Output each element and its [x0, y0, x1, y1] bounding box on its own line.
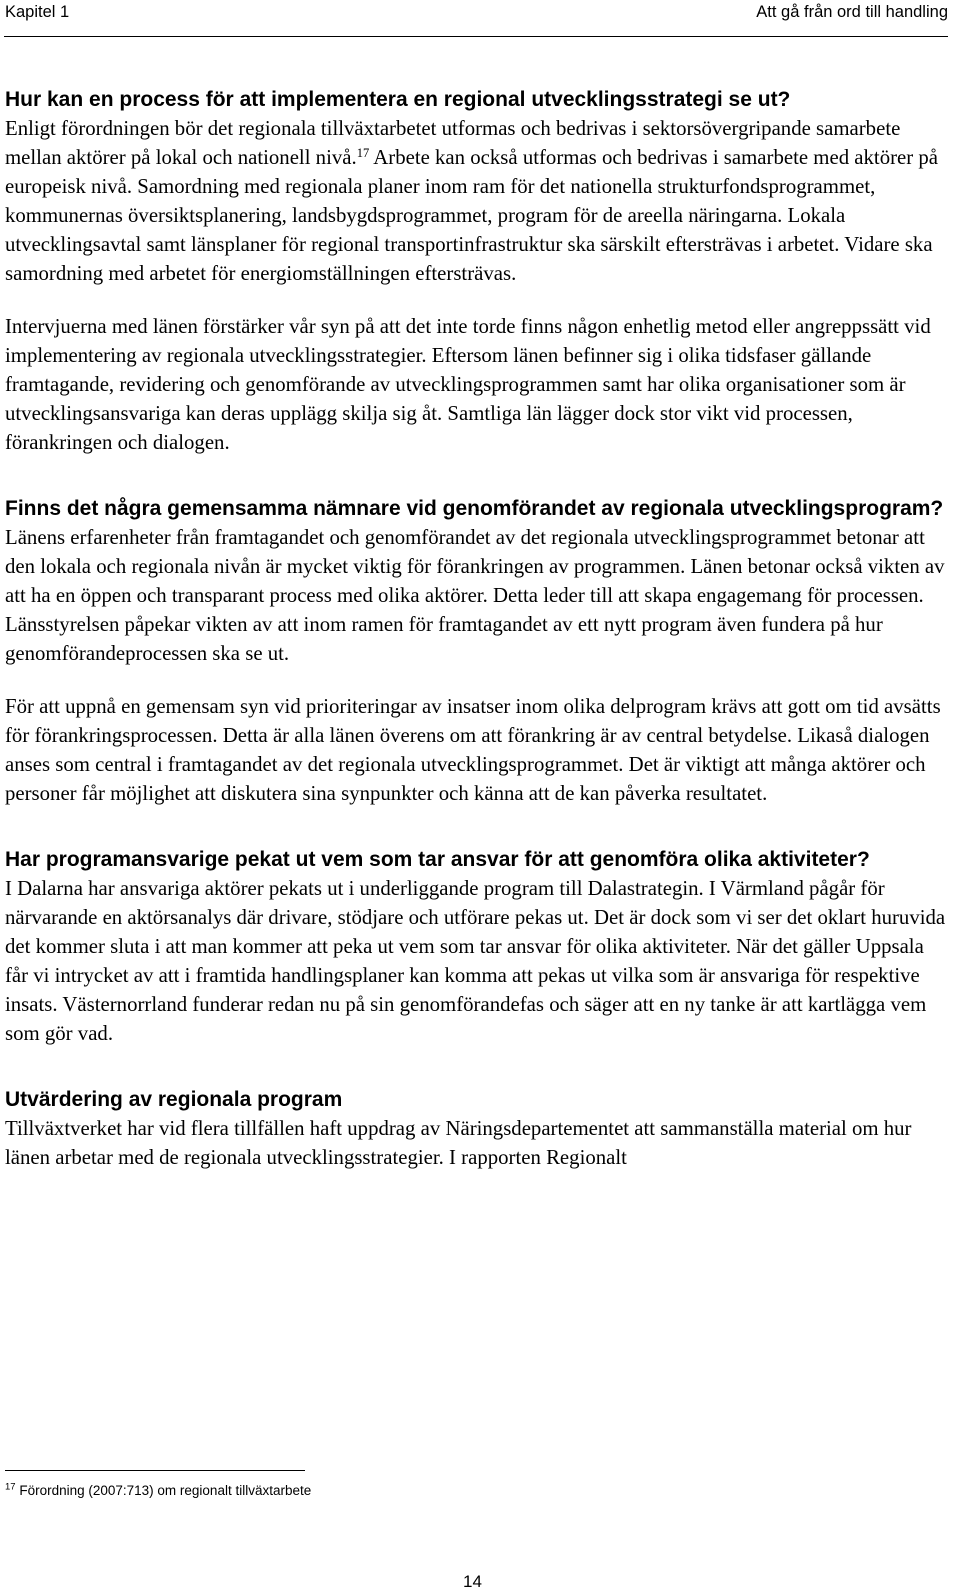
footnote-text: Förordning (2007:713) om regionalt tillväxtarbete — [15, 1483, 312, 1498]
footnote-number: 17 — [5, 1481, 16, 1493]
paragraph: Tillväxtverket har vid flera tillfällen haft uppdrag av Näringsdepartementet att sammanställa material om hur länen arbetar med de regionala utvecklingsstrategier. I rapporten Regionalt — [5, 1117, 912, 1169]
footnote — [5, 1480, 311, 1502]
footnote-ref: 17 — [356, 146, 370, 161]
section-heading-responsibility: Har programansvarige pekat ut vem som tar ansvar för att genomföra olika aktiviteter? — [5, 848, 870, 871]
page-body — [5, 86, 950, 1172]
paragraph: För att uppnå en gemensam syn vid prioriteringar av insatser inom olika delprogram krävs att gott om tid avsätts för förankringsprocessen. Detta är alla länen överens om att förankring är av central betydelse. Likaså dialogen anses som central i framtagandet av det regionala utvecklingsprogrammet. Det är viktigt att många aktörer och personer får möjlighet att diskutera sina synpunkter och känna att de kan påverka resultatet. — [5, 695, 941, 805]
page-number: 14 — [463, 1572, 482, 1591]
paragraph-text: Enligt förordningen bör det regionala tillväxtarbetet utformas och bedrivas i sektorsövergripande samarbete mellan aktörer på lokal och nationell nivå. — [5, 117, 901, 169]
footnote-divider — [5, 1470, 305, 1471]
header-divider — [4, 36, 948, 37]
running-header — [0, 0, 960, 36]
section-heading-process: Hur kan en process för att implementera en regional utvecklingsstrategi se ut? — [5, 88, 791, 111]
paragraph: Intervjuerna med länen förstärker vår syn på att det inte torde finns någon enhetlig metod eller angreppssätt vid implementering av regionala utvecklingsstrategier. Eftersom länen befinner sig i olika tidsfaser gällande framtagande, revidering och genomförande av utvecklingsprogrammen samt har olika organisationer som är utvecklingsansvariga kan deras upplägg skilja sig åt. Samtliga län lägger dock stor vikt vid processen, förankringen och dialogen. — [5, 315, 931, 454]
paragraph-text: Arbete kan också utformas och bedrivas i samarbete med aktörer på europeisk nivå. Samordning med regionala planer inom ram för det nationella strukturfondsprogrammet, kommunernas översiktsplanering, landsbygdsprogrammet, program för de areella näringarna. Lokala utvecklingsavtal samt länsplaner för regional transportinfrastruktur ska särskilt eftersträvas i arbetet. Vidare ska samordning med arbetet för energiomställningen eftersträvas. — [5, 146, 939, 285]
paragraph — [5, 114, 950, 288]
paragraph: Länens erfarenheter från framtagandet och genomförandet av det regionala utvecklingsprogrammet betonar att den lokala och regionala nivån är mycket viktig för förankringen av programmen. Länen betonar också vikten av att ha en öppen och transparant process med olika aktörer. Detta leder till att skapa engagemang för processen. Länsstyrelsen påpekar vikten av att inom ramen för framtagandet av ett nytt program även fundera på hur genomförandeprocessen ska se ut. — [5, 526, 945, 665]
paragraph: I Dalarna har ansvariga aktörer pekats ut i underliggande program till Dalastrategin. I Värmland pågår för närvarande en aktörsanalys där drivare, stödjare och utförare pekas ut. Det är dock som vi ser det oklart huruvida det kommer sluta i att man kommer att peka ut vem som tar ansvar för olika aktiviteter. När det gäller Uppsala får vi intrycket av att i framtida handlingsplaner kan komma att pekas ut vilka som är ansvariga för respektive insats. Västernorrland funderar redan nu på sin genomförandefas och säger att en ny tanke är att kartlägga vem som gör vad. — [5, 877, 946, 1045]
chapter-title: Att gå från ord till handling — [756, 3, 948, 21]
section-heading-evaluation: Utvärdering av regionala program — [5, 1088, 343, 1111]
section-heading-common-denominators: Finns det några gemensamma nämnare vid genomförandet av regionala utvecklingsprogram? — [5, 497, 944, 520]
chapter-label: Kapitel 1 — [5, 3, 70, 21]
